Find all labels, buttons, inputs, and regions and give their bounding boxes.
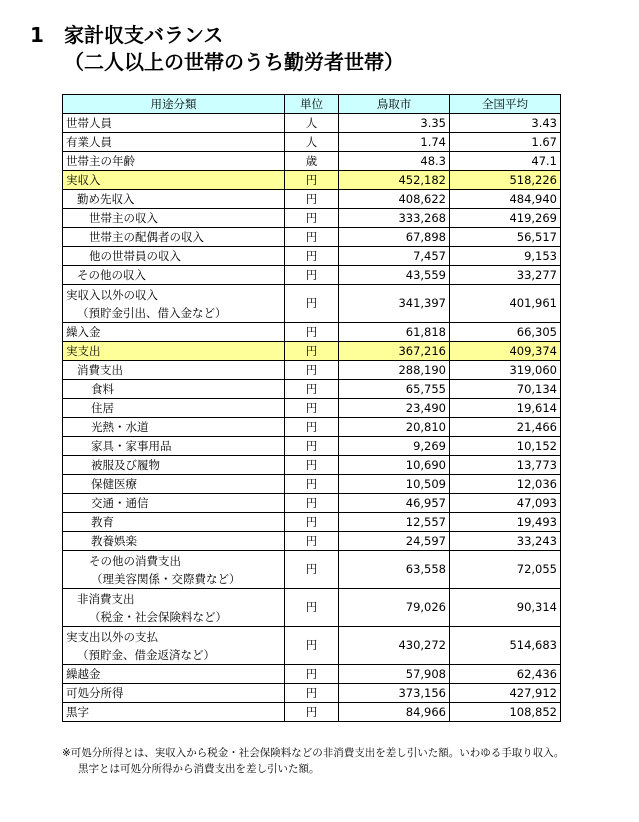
row-value-national: 518,226 (450, 171, 561, 190)
row-value-national: 19,614 (450, 399, 561, 418)
row-label-multiline (63, 551, 285, 589)
row-unit: 円 (285, 361, 339, 380)
row-unit: 円 (285, 703, 339, 722)
row-label: 交通・通信 (63, 494, 285, 513)
row-unit: 円 (285, 171, 339, 190)
page-heading (30, 22, 404, 76)
row-unit: 円 (285, 418, 339, 437)
row-label: 実収入 (63, 171, 285, 190)
row-value-tottori: 408,622 (339, 190, 450, 209)
row-value-national: 1.67 (450, 133, 561, 152)
row-unit: 円 (285, 342, 339, 361)
heading-title: 家計収支バランス (64, 23, 224, 47)
household-balance-table (62, 94, 561, 722)
table-row (63, 209, 561, 228)
row-label: 実支出 (63, 342, 285, 361)
table-row (63, 152, 561, 171)
row-value-national: 33,243 (450, 532, 561, 551)
row-label: 消費支出 (63, 361, 285, 380)
row-unit: 円 (285, 380, 339, 399)
row-unit: 円 (285, 532, 339, 551)
table-row (63, 285, 561, 323)
table-row (63, 437, 561, 456)
row-value-tottori: 430,272 (339, 627, 450, 665)
row-unit: 円 (285, 285, 339, 323)
row-value-national: 12,036 (450, 475, 561, 494)
table-row (63, 247, 561, 266)
row-label: 繰入金 (63, 323, 285, 342)
row-value-national: 21,466 (450, 418, 561, 437)
row-label: 住居 (63, 399, 285, 418)
row-value-national: 108,852 (450, 703, 561, 722)
row-unit: 円 (285, 494, 339, 513)
row-label-multiline (63, 627, 285, 665)
heading-subtitle: （二人以上の世帯のうち勤労者世帯） (64, 50, 404, 74)
row-label: 非消費支出 (77, 591, 135, 606)
footnote-surplus: 黒字とは可処分所得から消費支出を差し引いた額。 (78, 763, 320, 775)
row-value-tottori: 1.74 (339, 133, 450, 152)
row-label-multiline (63, 589, 285, 627)
header-unit: 単位 (285, 95, 339, 114)
row-value-national: 19,493 (450, 513, 561, 532)
row-value-national: 401,961 (450, 285, 561, 323)
table-row (63, 190, 561, 209)
row-value-tottori: 24,597 (339, 532, 450, 551)
row-unit: 人 (285, 133, 339, 152)
row-value-national: 47,093 (450, 494, 561, 513)
row-label: 黒字 (63, 703, 285, 722)
row-value-national: 13,773 (450, 456, 561, 475)
row-unit: 円 (285, 513, 339, 532)
row-value-tottori: 79,026 (339, 589, 450, 627)
row-label: 世帯主の配偶者の収入 (63, 228, 285, 247)
row-value-national: 409,374 (450, 342, 561, 361)
row-value-tottori: 9,269 (339, 437, 450, 456)
row-label: 実収入以外の収入 (66, 287, 158, 302)
header-tottori: 鳥取市 (339, 95, 450, 114)
row-label: 家具・家事用品 (63, 437, 285, 456)
row-value-national: 484,940 (450, 190, 561, 209)
row-value-tottori: 288,190 (339, 361, 450, 380)
row-label: 教育 (63, 513, 285, 532)
row-value-national: 419,269 (450, 209, 561, 228)
row-value-tottori: 43,559 (339, 266, 450, 285)
table-row (63, 266, 561, 285)
row-value-tottori: 10,690 (339, 456, 450, 475)
row-value-tottori: 65,755 (339, 380, 450, 399)
row-value-tottori: 373,156 (339, 684, 450, 703)
row-value-national: 62,436 (450, 665, 561, 684)
row-value-national: 72,055 (450, 551, 561, 589)
table-header-row (63, 95, 561, 114)
row-label: 繰越金 (63, 665, 285, 684)
row-label: 可処分所得 (63, 684, 285, 703)
table-row (63, 361, 561, 380)
row-unit: 円 (285, 323, 339, 342)
row-label: 世帯人員 (63, 114, 285, 133)
table-row (63, 475, 561, 494)
row-unit: 円 (285, 437, 339, 456)
row-unit: 円 (285, 665, 339, 684)
header-category: 用途分類 (63, 95, 285, 114)
row-value-tottori: 61,818 (339, 323, 450, 342)
table-row (63, 665, 561, 684)
row-label-multiline (63, 285, 285, 323)
row-unit: 円 (285, 266, 339, 285)
table-row (63, 114, 561, 133)
row-value-tottori: 57,908 (339, 665, 450, 684)
row-value-tottori: 48.3 (339, 152, 450, 171)
table-row (63, 380, 561, 399)
footnote-disposable-income: ※可処分所得とは、実収入から税金・社会保険料などの非消費支出を差し引いた額。いわゆる手取り収入。 (62, 747, 565, 759)
row-label: 光熱・水道 (63, 418, 285, 437)
row-value-national: 47.1 (450, 152, 561, 171)
table-row-highlight (63, 171, 561, 190)
footnotes (62, 745, 564, 777)
row-value-tottori: 452,182 (339, 171, 450, 190)
row-value-tottori: 12,557 (339, 513, 450, 532)
row-value-tottori: 46,957 (339, 494, 450, 513)
row-unit: 歳 (285, 152, 339, 171)
row-value-tottori: 3.35 (339, 114, 450, 133)
row-value-national: 70,134 (450, 380, 561, 399)
row-label: 有業人員 (63, 133, 285, 152)
row-value-national: 514,683 (450, 627, 561, 665)
row-unit: 円 (285, 456, 339, 475)
row-label: 世帯主の収入 (63, 209, 285, 228)
row-value-national: 33,277 (450, 266, 561, 285)
table-row (63, 228, 561, 247)
table-row-highlight (63, 342, 561, 361)
table-row (63, 551, 561, 589)
row-value-national: 319,060 (450, 361, 561, 380)
table-row (63, 133, 561, 152)
row-value-tottori: 67,898 (339, 228, 450, 247)
row-unit: 円 (285, 209, 339, 228)
row-value-tottori: 367,216 (339, 342, 450, 361)
row-value-tottori: 7,457 (339, 247, 450, 266)
row-unit: 円 (285, 684, 339, 703)
row-value-national: 90,314 (450, 589, 561, 627)
row-label: 世帯主の年齢 (63, 152, 285, 171)
row-value-national: 3.43 (450, 114, 561, 133)
table-row (63, 703, 561, 722)
heading-number: 1 (30, 23, 44, 47)
table-row (63, 684, 561, 703)
table-row (63, 589, 561, 627)
table-row (63, 456, 561, 475)
row-unit: 円 (285, 190, 339, 209)
table-row (63, 418, 561, 437)
row-value-national: 10,152 (450, 437, 561, 456)
row-label: 教養娯楽 (63, 532, 285, 551)
row-unit: 円 (285, 589, 339, 627)
row-label: その他の消費支出 (89, 553, 181, 568)
row-label: その他の収入 (63, 266, 285, 285)
row-label: 被服及び履物 (63, 456, 285, 475)
row-value-tottori: 341,397 (339, 285, 450, 323)
table-row (63, 494, 561, 513)
row-unit: 円 (285, 475, 339, 494)
row-label-note: （理美容関係・交際費など） (91, 571, 241, 586)
row-value-tottori: 333,268 (339, 209, 450, 228)
row-value-tottori: 23,490 (339, 399, 450, 418)
row-unit: 人 (285, 114, 339, 133)
table-row (63, 627, 561, 665)
row-label: 保健医療 (63, 475, 285, 494)
row-unit: 円 (285, 228, 339, 247)
row-label: 勤め先収入 (63, 190, 285, 209)
row-unit: 円 (285, 551, 339, 589)
row-value-national: 9,153 (450, 247, 561, 266)
table-row (63, 513, 561, 532)
row-value-tottori: 84,966 (339, 703, 450, 722)
row-value-tottori: 63,558 (339, 551, 450, 589)
table-row (63, 532, 561, 551)
row-label: 他の世帯員の収入 (63, 247, 285, 266)
row-value-tottori: 10,509 (339, 475, 450, 494)
row-label: 食料 (63, 380, 285, 399)
header-national: 全国平均 (450, 95, 561, 114)
row-unit: 円 (285, 247, 339, 266)
row-unit: 円 (285, 399, 339, 418)
table-row (63, 399, 561, 418)
row-label-note: （預貯金引出、借入金など） (77, 305, 227, 320)
row-label: 実支出以外の支払 (66, 629, 158, 644)
table-row (63, 323, 561, 342)
row-value-tottori: 20,810 (339, 418, 450, 437)
row-value-national: 66,305 (450, 323, 561, 342)
row-value-national: 427,912 (450, 684, 561, 703)
row-label-note: （預貯金、借金返済など） (77, 647, 215, 662)
row-value-national: 56,517 (450, 228, 561, 247)
row-label-note: （税金・社会保険料など） (89, 609, 227, 624)
row-unit: 円 (285, 627, 339, 665)
